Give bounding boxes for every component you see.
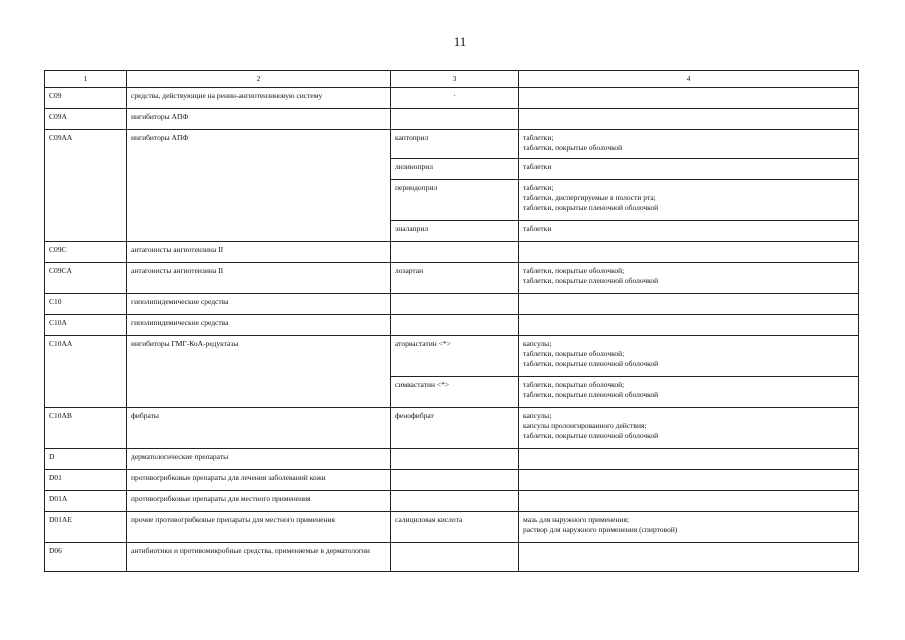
dosage-form-cell: капсулы; капсулы пролонгированного действия; таблетки, покрытые пленочной оболочкой (519, 408, 859, 449)
group-name-cell: ингибиторы ГМГ-КоА-редуктазы (127, 336, 391, 408)
header-cell-1: 1 (45, 71, 127, 88)
table-row (45, 336, 859, 377)
group-name-cell: ингибиторы АПФ (127, 109, 391, 130)
drug-name-cell: аторвастатин <*> (391, 336, 519, 377)
dosage-form-cell (519, 315, 859, 336)
dosage-form-cell: таблетки; таблетки, покрытые оболочкой (519, 130, 859, 159)
dosage-form-cell (519, 449, 859, 470)
header-cell-2: 2 (127, 71, 391, 88)
dosage-form-cell (519, 242, 859, 263)
drug-name-cell: лозартан (391, 263, 519, 294)
group-name-cell: антагонисты ангиотензина II (127, 263, 391, 294)
group-name-cell: фибраты (127, 408, 391, 449)
group-name-cell: средства, действующие на ренин-ангиотензиновую систему (127, 88, 391, 109)
atc-code-cell: C09A (45, 109, 127, 130)
dosage-form-cell: таблетки; таблетки, диспергируемые в полости рта; таблетки, покрытые пленочной оболочкой (519, 180, 859, 221)
atc-drug-table (44, 70, 859, 572)
dosage-form-cell: мазь для наружного применения; раствор для наружного применения (спиртовой) (519, 512, 859, 543)
atc-code-cell: C10A (45, 315, 127, 336)
drug-name-cell (391, 294, 519, 315)
drug-name-cell: салициловая кислота (391, 512, 519, 543)
drug-name-cell: фенофибрат (391, 408, 519, 449)
group-name-cell: дерматологические препараты (127, 449, 391, 470)
header-cell-4: 4 (519, 71, 859, 88)
group-name-cell: противогрибковые препараты для местного применения (127, 491, 391, 512)
atc-code-cell: C09AA (45, 130, 127, 242)
drug-name-cell: симвастатин <*> (391, 377, 519, 408)
group-name-cell: ингибиторы АПФ (127, 130, 391, 242)
group-name-cell: прочие противогрибковые препараты для местного применения (127, 512, 391, 543)
dosage-form-cell: таблетки (519, 159, 859, 180)
atc-code-cell: C10 (45, 294, 127, 315)
dosage-form-cell (519, 543, 859, 572)
table-row (45, 315, 859, 336)
drug-name-cell: · (391, 88, 519, 109)
group-name-cell: гиполипидемические средства (127, 294, 391, 315)
drug-name-cell (391, 315, 519, 336)
dosage-form-cell (519, 109, 859, 130)
atc-code-cell: C09 (45, 88, 127, 109)
atc-code-cell: D06 (45, 543, 127, 572)
atc-code-cell: D (45, 449, 127, 470)
dosage-form-cell: таблетки (519, 221, 859, 242)
header-cell-3: 3 (391, 71, 519, 88)
drug-name-cell (391, 470, 519, 491)
table-header-row (45, 71, 859, 88)
atc-code-cell: C09CA (45, 263, 127, 294)
drug-name-cell: лизиноприл (391, 159, 519, 180)
table-row (45, 88, 859, 109)
atc-code-cell: C10AB (45, 408, 127, 449)
table-row (45, 543, 859, 572)
dosage-form-cell (519, 470, 859, 491)
dosage-form-cell: капсулы; таблетки, покрытые оболочкой; таблетки, покрытые пленочной оболочкой (519, 336, 859, 377)
drug-name-cell (391, 242, 519, 263)
drug-name-cell (391, 449, 519, 470)
table-row (45, 449, 859, 470)
atc-code-cell: D01AE (45, 512, 127, 543)
table-row (45, 470, 859, 491)
atc-code-cell: C10AA (45, 336, 127, 408)
drug-name-cell (391, 491, 519, 512)
table-row (45, 512, 859, 543)
dosage-form-cell (519, 88, 859, 109)
dosage-form-cell (519, 491, 859, 512)
dosage-form-cell (519, 294, 859, 315)
page-number: 11 (453, 34, 467, 49)
table-row (45, 263, 859, 294)
drug-name-cell: каптоприл (391, 130, 519, 159)
group-name-cell: антагонисты ангиотензина II (127, 242, 391, 263)
atc-code-cell: C09C (45, 242, 127, 263)
group-name-cell: противогрибковые препараты для лечения заболеваний кожи (127, 470, 391, 491)
drug-name-cell (391, 543, 519, 572)
table-row (45, 130, 859, 159)
dosage-form-cell: таблетки, покрытые оболочкой; таблетки, покрытые пленочной оболочкой (519, 263, 859, 294)
drug-name-cell: периндоприл (391, 180, 519, 221)
drug-name-cell (391, 109, 519, 130)
atc-code-cell: D01 (45, 470, 127, 491)
group-name-cell: гиполипидемические средства (127, 315, 391, 336)
table-row (45, 109, 859, 130)
table-row (45, 294, 859, 315)
atc-code-cell: D01A (45, 491, 127, 512)
group-name-cell: антибиотики и противомикробные средства, применяемые в дерматологии (127, 543, 391, 572)
table-row (45, 408, 859, 449)
table-row (45, 242, 859, 263)
dosage-form-cell: таблетки, покрытые оболочкой; таблетки, покрытые пленочной оболочкой (519, 377, 859, 408)
drug-name-cell: эналаприл (391, 221, 519, 242)
table-row (45, 491, 859, 512)
